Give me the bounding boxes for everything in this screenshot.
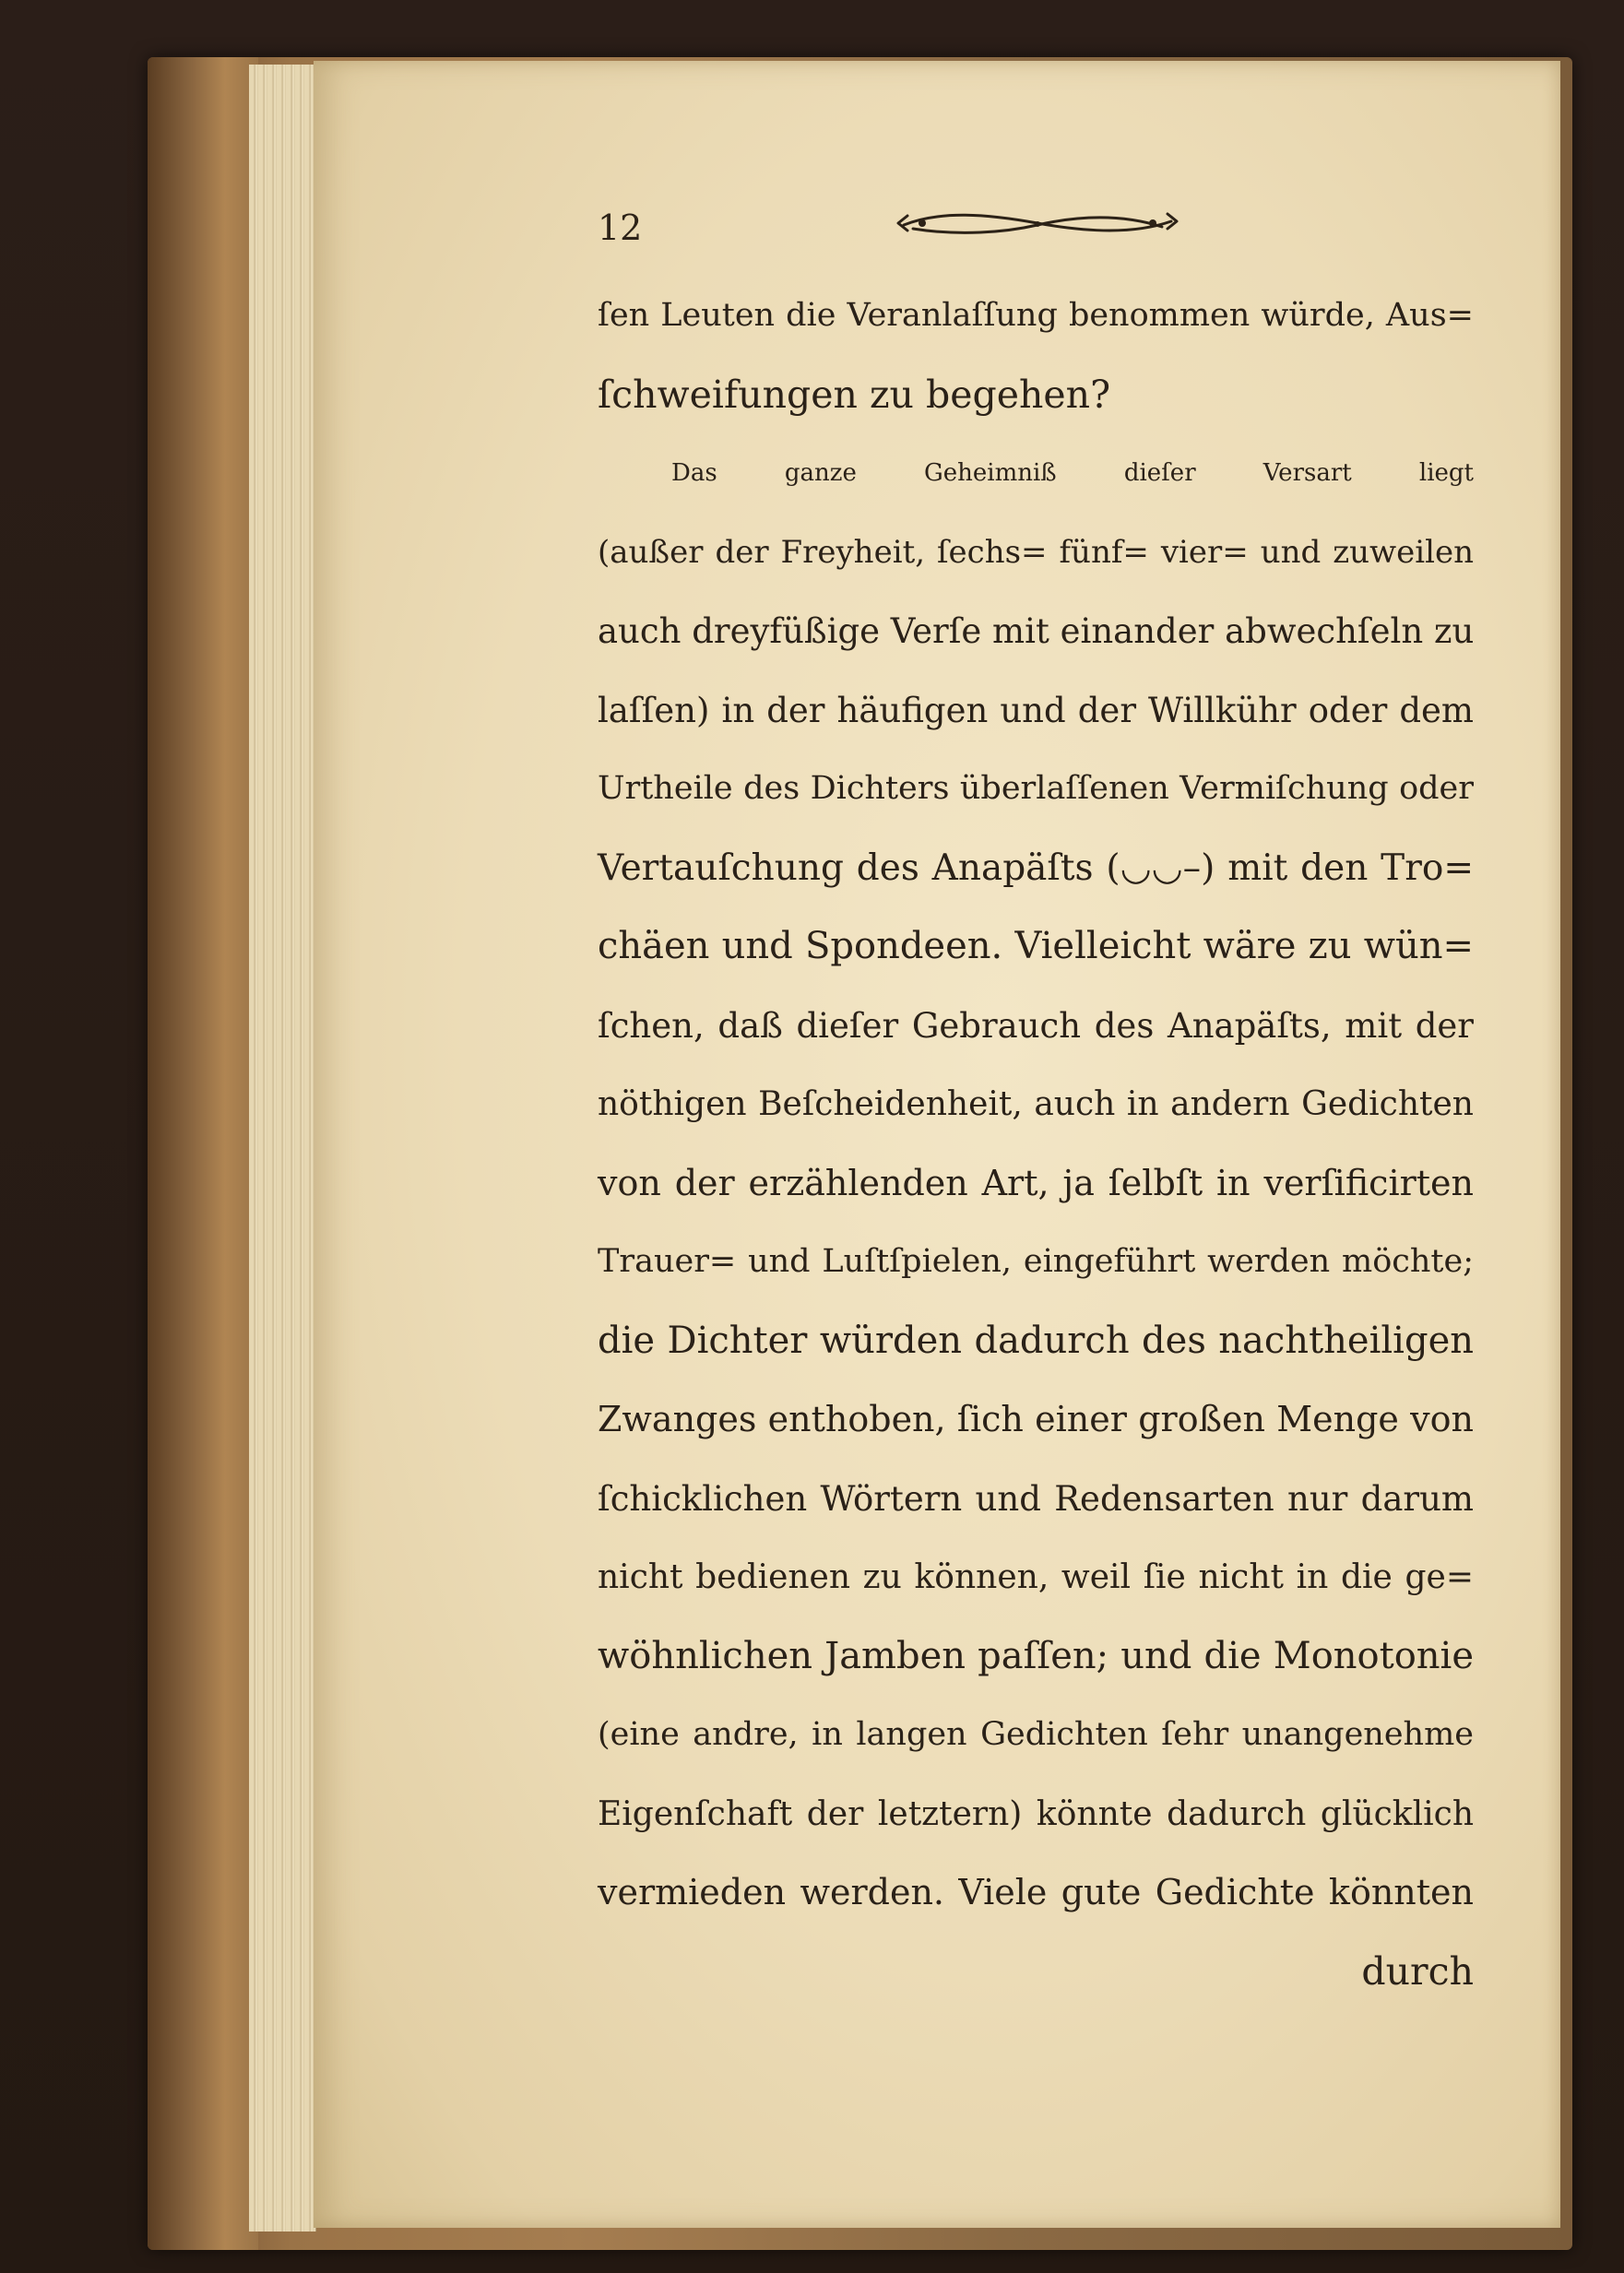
- page-number: 12: [598, 207, 643, 248]
- book-spine-edge: [148, 57, 258, 2250]
- text-line: ſchicklichen Wörtern und Redensarten nur darum: [598, 1478, 1474, 1519]
- text-line: Trauer= und Luſtſpielen, eingeführt werden möchte;: [598, 1243, 1474, 1280]
- text-line: ſen Leuten die Veranlaſſung benommen würde, Aus=: [598, 297, 1474, 334]
- text-line: chäen und Spondeen. Vielleicht wäre zu wün=: [598, 925, 1474, 967]
- text-line: laſſen) in der häufigen und der Willkühr oder dem: [598, 690, 1474, 730]
- text-line: Das ganze Geheimniß dieſer Versart liegt: [671, 459, 1474, 487]
- text-line: ſchweifungen zu begehen?: [598, 372, 1111, 417]
- header-ornament-icon: [885, 201, 1190, 245]
- text-line: nicht bedienen zu können, weil ſie nicht in die ge=: [598, 1558, 1474, 1596]
- text-line: Eigenſchaft der letztern) könnte dadurch glücklich: [598, 1794, 1474, 1833]
- text-line: von der erzählenden Art, ja ſelbſt in verſificirten: [598, 1162, 1474, 1203]
- text-line: (eine andre, in langen Gedichten ſehr unangenehme: [598, 1716, 1474, 1753]
- text-line: nöthigen Beſcheidenheit, auch in andern Gedichten: [598, 1085, 1474, 1123]
- text-line: vermieden werden. Viele gute Gedichte könnten: [598, 1872, 1474, 1912]
- page-stack-edges: [249, 65, 316, 2232]
- catchword: durch: [1361, 1948, 1474, 1994]
- text-line: (außer der Freyheit, ſechs= fünf= vier= und zuweilen: [598, 533, 1474, 571]
- text-line: ſchen, daß dieſer Gebrauch des Anapäſts, mit der: [598, 1005, 1474, 1046]
- text-line: Zwanges enthoben, ſich einer großen Menge von: [598, 1399, 1474, 1439]
- text-line: Urtheile des Dichters überlaſſenen Vermiſchung oder: [598, 770, 1474, 807]
- body-text: [598, 277, 1474, 2011]
- text-line: auch dreyfüßige Verſe mit einander abwechſeln zu: [598, 611, 1475, 651]
- text-line: wöhnlichen Jamben paſſen; und die Monotonie: [598, 1634, 1474, 1677]
- text-line: die Dichter würden dadurch des nachtheiligen: [598, 1319, 1474, 1362]
- text-line: Vertauſchung des Anapäſts (◡◡–) mit den Tro=: [598, 846, 1474, 889]
